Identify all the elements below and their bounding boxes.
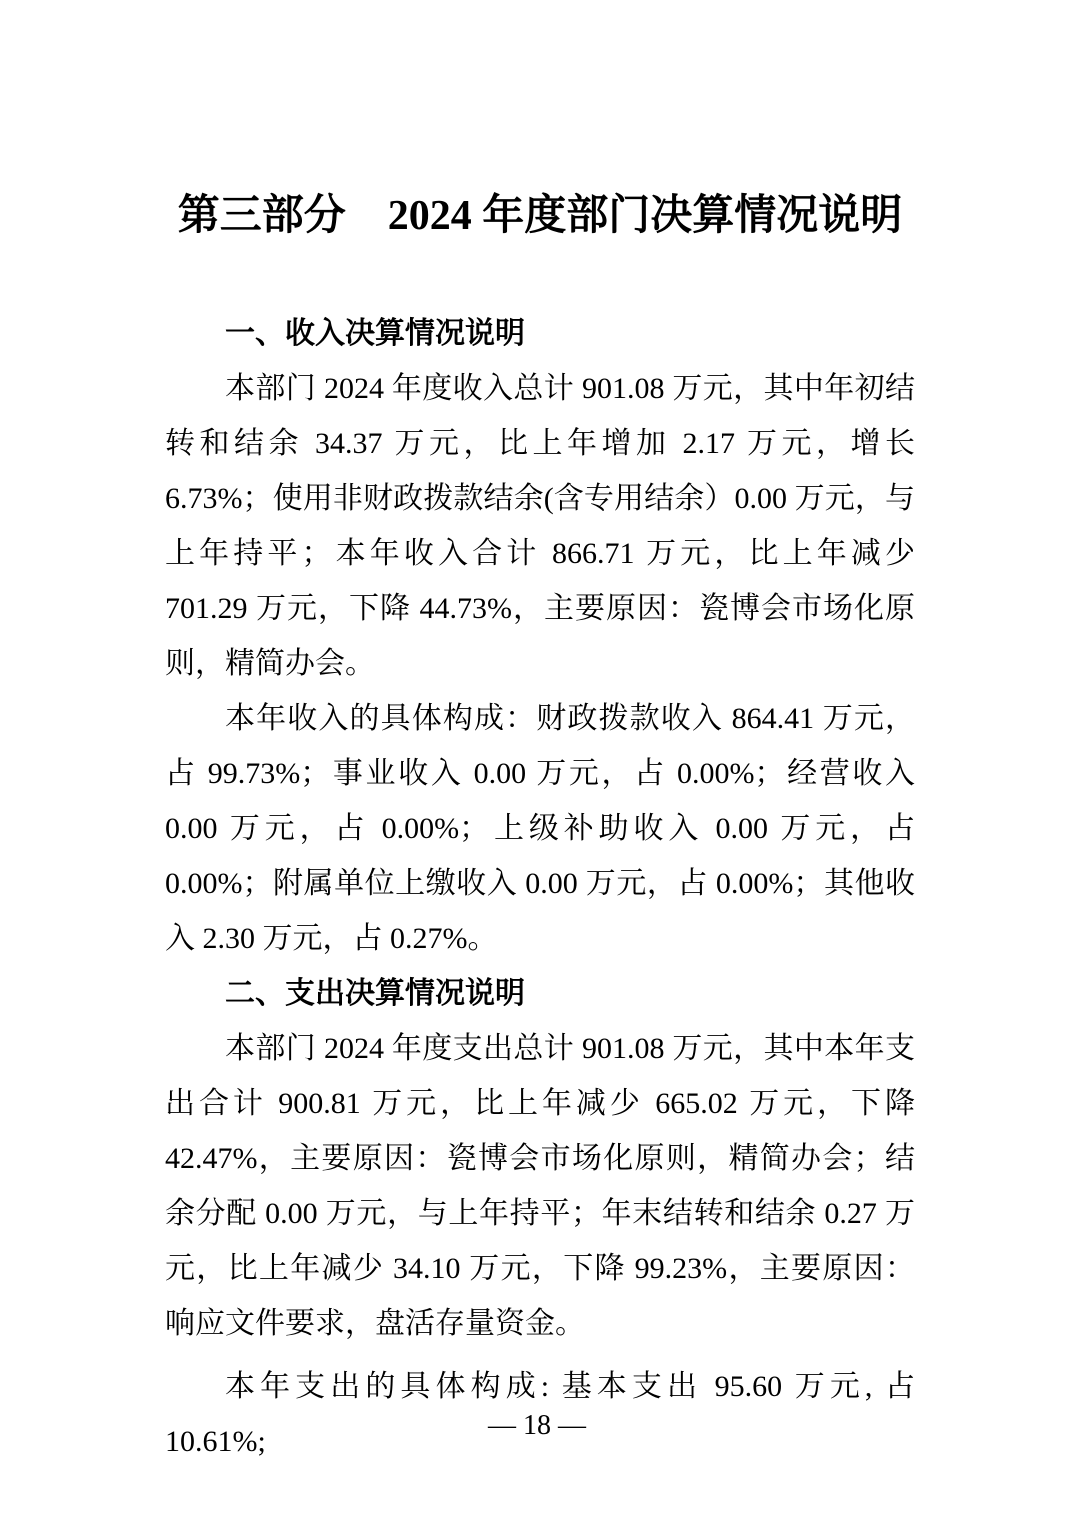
page-number: — 18 — xyxy=(488,1410,586,1441)
expenditure-composition-paragraph: 本年支出的具体构成: 基本支出 95.60 万元, 占 10.61%; xyxy=(165,1370,915,1458)
income-summary-paragraph: 本部门 2024 年度收入总计 901.08 万元，其中年初结转和结余 34.37 万元，比上年增加 2.17 万元，增长 6.73%；使用非财政拨款结余(含专用结余）0.00 万元，与上年持平；本年收入合计 866.71 万元，比上年减少 701.29 万元，下降 44.73%，主要原因：瓷博会市场化原则，精简办会。 xyxy=(165,372,915,680)
section-income xyxy=(165,306,915,966)
section-heading-income: 一、收入决算情况说明 xyxy=(225,317,525,350)
section-heading-expenditure: 二、支出决算情况说明 xyxy=(225,977,525,1010)
section-expenditure xyxy=(165,966,915,1469)
expenditure-summary-paragraph: 本部门 2024 年度支出总计 901.08 万元，其中本年支出合计 900.81 万元，比上年减少 665.02 万元，下降 42.47%，主要原因：瓷博会市场化原则，精简办会；结余分配 0.00 万元，与上年持平；年末结转和结余 0.27 万元，比上年减少 34.10 万元，下降 99.23%，主要原因：响应文件要求，盘活存量资金。 xyxy=(165,1032,915,1340)
income-composition-paragraph: 本年收入的具体构成：财政拨款收入 864.41 万元，占 99.73%；事业收入 0.00 万元，占 0.00%；经营收入 0.00 万元，占 0.00%；上级补助收入 0.00 万元，占 0.00%；附属单位上缴收入 0.00 万元，占 0.00%；其他收入 2.30 万元，占 0.27%。 xyxy=(165,702,915,955)
document-title: 第三部分 2024 年度部门决算情况说明 xyxy=(177,193,903,239)
